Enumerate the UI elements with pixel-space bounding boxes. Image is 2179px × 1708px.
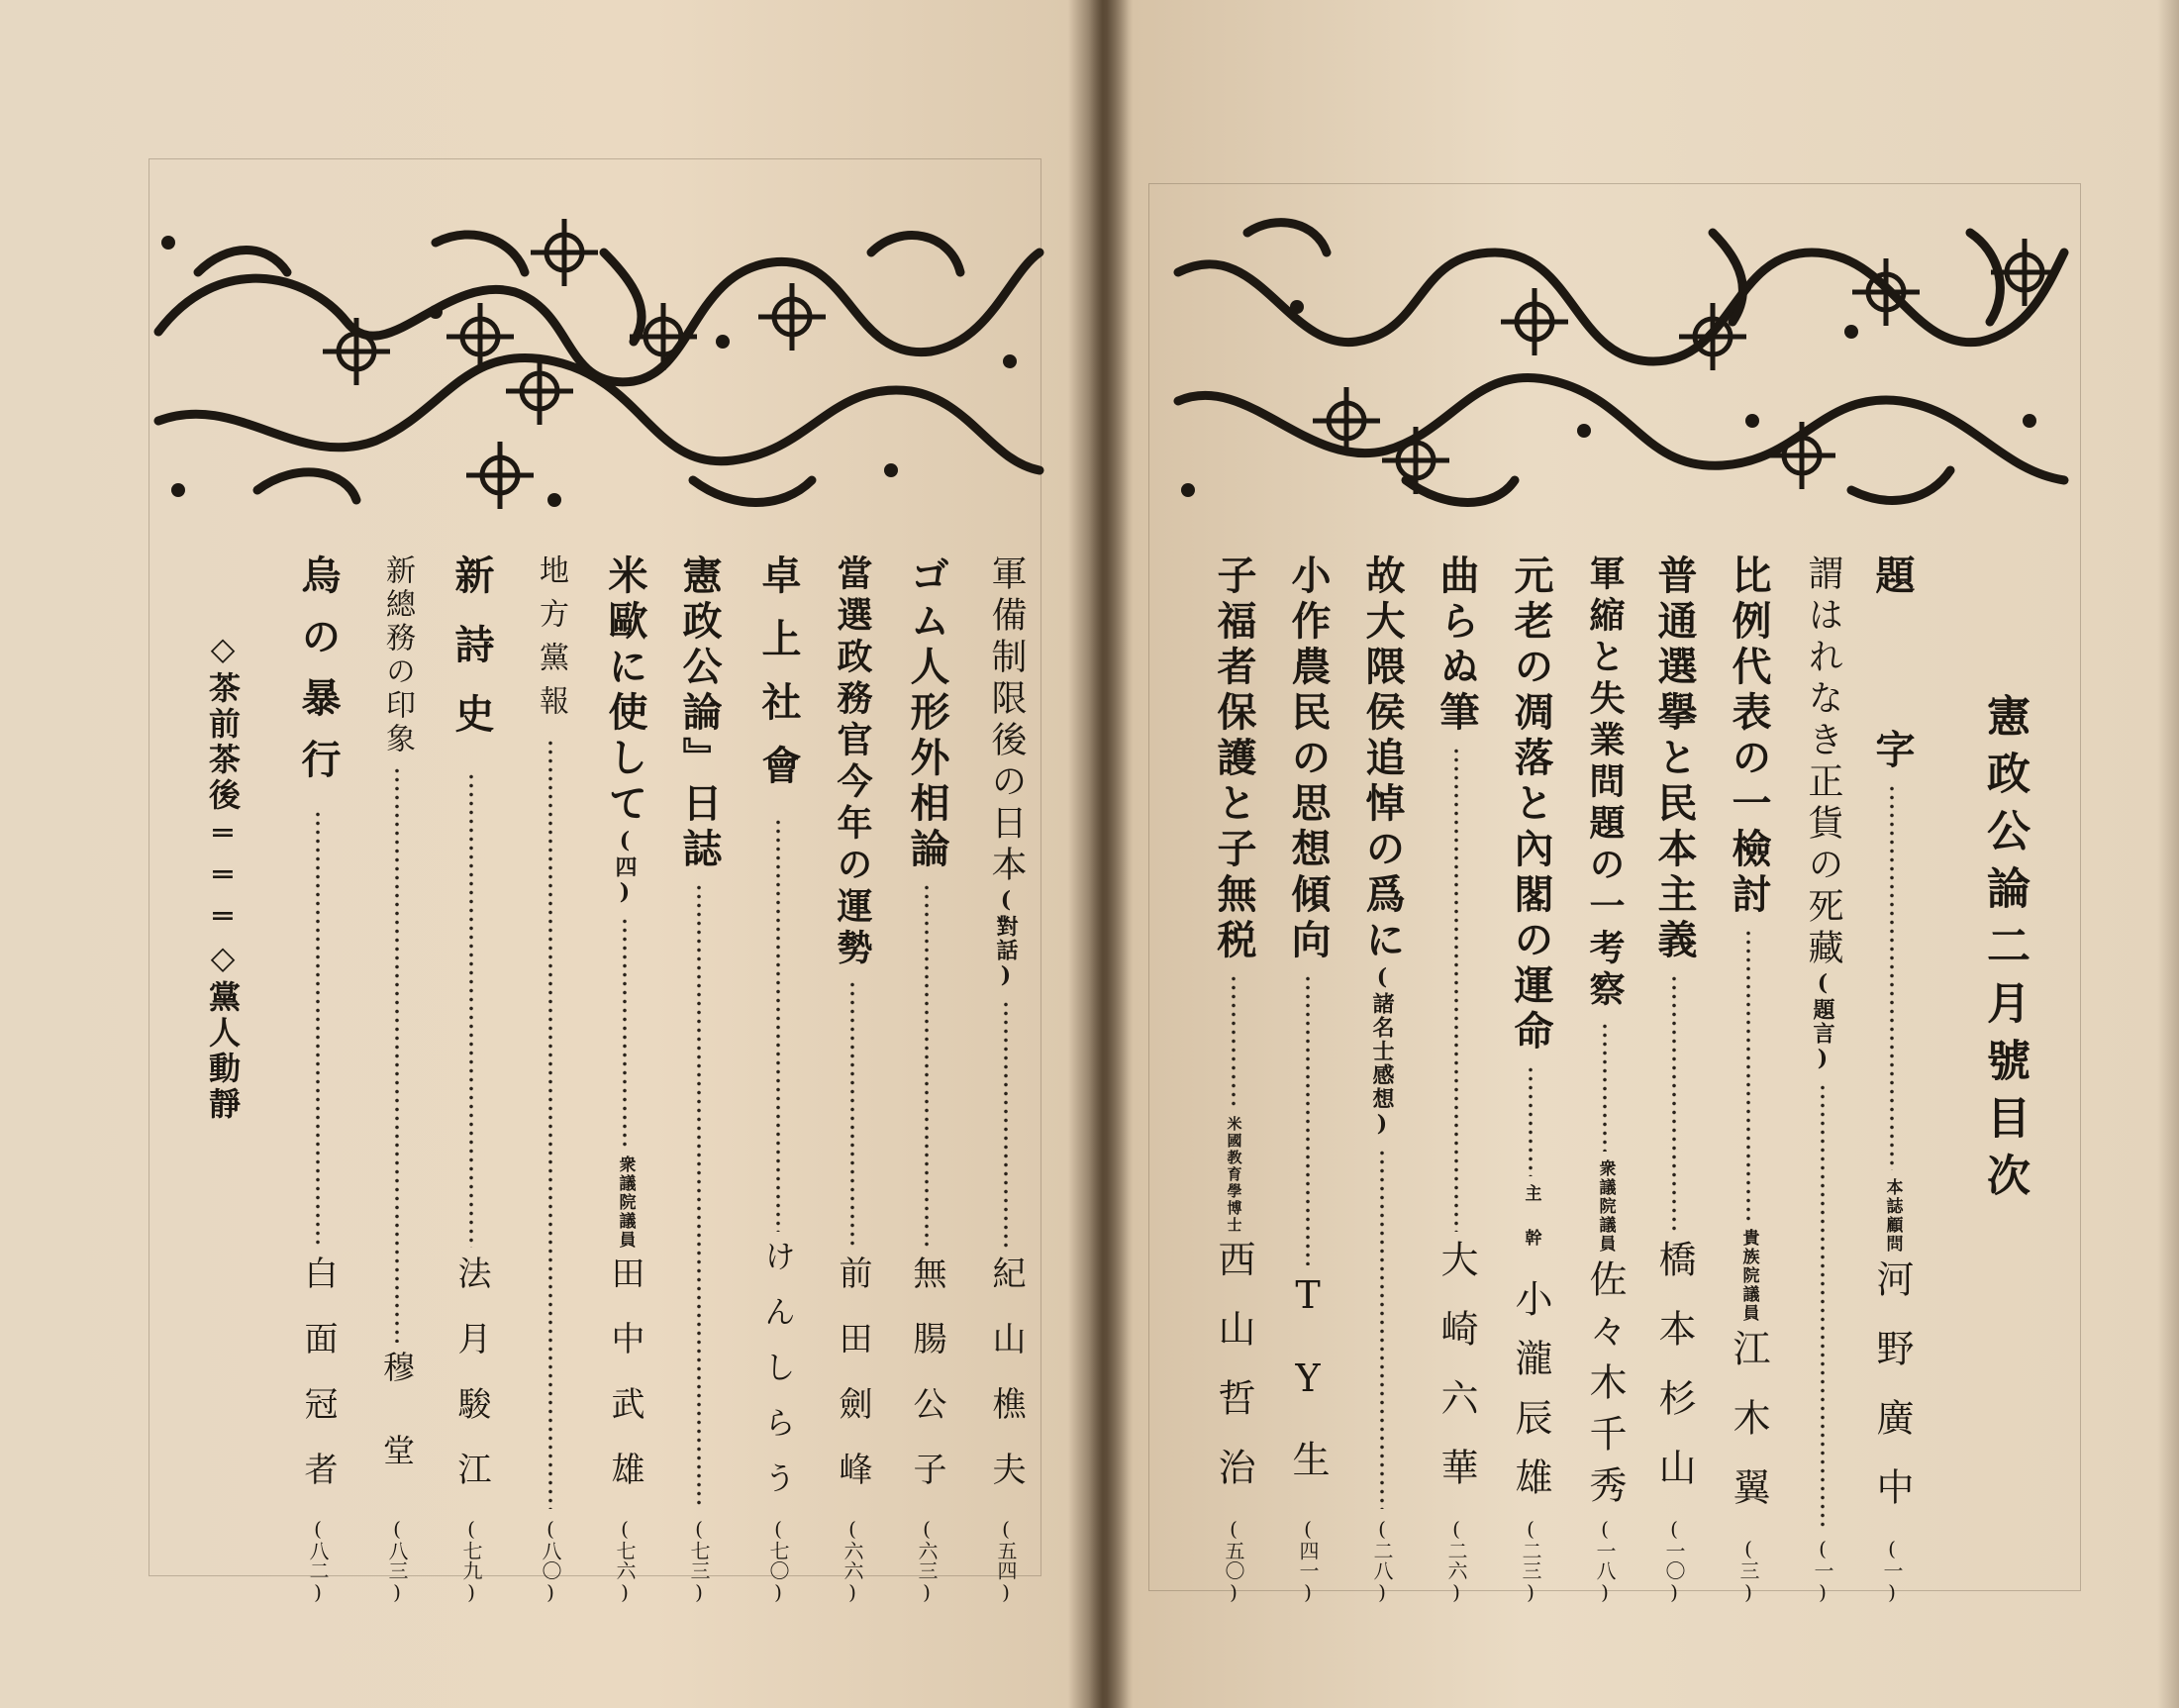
author-name: 穆堂 xyxy=(378,1351,416,1517)
leader-dots xyxy=(316,810,320,1248)
page-number: (一〇) xyxy=(1662,1517,1686,1604)
toc-entry[interactable] xyxy=(668,554,730,1604)
author-name: 佐々木千秀 xyxy=(1583,1259,1627,1517)
author-role: 衆議院議員 xyxy=(1595,1159,1616,1254)
entry-title: 子福者保護と子無税 xyxy=(1211,554,1257,964)
author-name: 田中武雄 xyxy=(605,1256,644,1517)
toc-entry[interactable] xyxy=(747,554,809,1604)
entry-title: 米歐に使して xyxy=(602,554,648,828)
author-role: 本誌顧問 xyxy=(1882,1178,1903,1254)
leader-dots xyxy=(469,772,473,1248)
toc-entry[interactable] xyxy=(1500,554,1561,1604)
leader-dots xyxy=(1746,929,1750,1221)
book-gutter xyxy=(1089,0,1129,1708)
page-number: (五〇) xyxy=(1222,1517,1245,1604)
entry-title: 小作農民の思想傾向 xyxy=(1285,554,1332,964)
toc-entry[interactable] xyxy=(1351,554,1413,1604)
entry-title: 謂はれなき正貨の死藏 xyxy=(1803,554,1843,970)
entry-title-part: 字 xyxy=(1869,729,1916,774)
author-name: 法月駿江 xyxy=(451,1256,491,1517)
author-name: 河野廣中 xyxy=(1870,1259,1914,1537)
page-number: (七〇) xyxy=(766,1517,790,1604)
author-name: 紀山樵夫 xyxy=(986,1256,1026,1517)
leader-dots xyxy=(1603,1022,1607,1152)
page-number: (二三) xyxy=(1519,1517,1542,1604)
leader-dots xyxy=(1306,974,1310,1265)
toc-entry[interactable] xyxy=(1792,554,1853,1604)
leader-dots xyxy=(1380,1149,1384,1509)
author-name: けんしらう xyxy=(759,1240,797,1517)
toc-entry[interactable] xyxy=(1643,554,1705,1604)
page-number: (七六) xyxy=(613,1517,637,1604)
author-role: 米國教育學博士 xyxy=(1225,1116,1243,1234)
page-number: (三) xyxy=(1736,1537,1760,1604)
toc-entry[interactable] xyxy=(1426,554,1487,1604)
entry-title: 憲政公論』日誌 xyxy=(676,554,723,873)
author-name: 白面冠者 xyxy=(298,1256,338,1517)
toc-entry[interactable] xyxy=(1718,554,1779,1604)
entry-subtitle: (對話) xyxy=(993,887,1019,990)
author-role: 衆議院議員 xyxy=(615,1155,636,1250)
author-role: 主幹 xyxy=(1521,1184,1541,1273)
author-name: 橋本杉山 xyxy=(1652,1240,1696,1517)
toc-title: 憲政公論二月號目次 xyxy=(1979,693,2030,1210)
author-name: 西山哲治 xyxy=(1212,1240,1255,1517)
page-number: (六三) xyxy=(915,1517,939,1604)
entry-title: 軍縮と失業問題の一考察 xyxy=(1584,554,1626,1012)
right-ornamental-header xyxy=(1158,213,2079,520)
entry-title: 普通選擧と民本主義 xyxy=(1651,554,1698,964)
page-number: (一) xyxy=(1880,1537,1904,1604)
entry-subtitle: (四) xyxy=(612,828,638,907)
leader-dots xyxy=(623,917,627,1148)
toc-entry[interactable] xyxy=(441,554,502,1604)
page-edge-shadow xyxy=(2157,0,2179,1708)
leader-dots xyxy=(1890,784,1894,1170)
entry-title: 烏の暴行 xyxy=(295,554,342,800)
leader-dots xyxy=(548,739,552,1509)
page-number: (二八) xyxy=(1370,1517,1394,1604)
leader-dots xyxy=(1454,747,1458,1232)
leader-dots xyxy=(1529,1065,1533,1176)
author-name: 大崎六華 xyxy=(1435,1240,1478,1517)
toc-entry[interactable] xyxy=(287,554,348,1604)
page-number: (七三) xyxy=(687,1517,711,1604)
toc-entry[interactable] xyxy=(896,554,957,1604)
leader-dots xyxy=(850,980,854,1248)
page-number: (七九) xyxy=(459,1517,483,1604)
entry-title: 比例代表の一檢討 xyxy=(1726,554,1772,919)
entry-title: 卓上社會 xyxy=(755,554,802,808)
entry-title: 當選政務官今年の運勢 xyxy=(832,554,873,970)
toc-entry[interactable] xyxy=(1861,554,1923,1604)
page-number: (八三) xyxy=(385,1517,409,1604)
author-name: 無腸公子 xyxy=(907,1256,946,1517)
toc-entry[interactable] xyxy=(594,554,655,1604)
page-number: (一) xyxy=(1811,1537,1834,1604)
leader-dots xyxy=(1232,974,1236,1108)
page-number: (五四) xyxy=(994,1517,1018,1604)
author-name: 江木翼 xyxy=(1727,1329,1770,1537)
toc-entry[interactable] xyxy=(366,554,428,1604)
toc-entry[interactable] xyxy=(1574,554,1635,1604)
leader-dots xyxy=(776,818,780,1232)
entry-title: 新詩史 xyxy=(448,554,495,762)
leader-dots xyxy=(395,766,399,1343)
entry-title: 故大隈侯追悼の爲に xyxy=(1359,554,1406,964)
author-name: TY生 xyxy=(1286,1273,1330,1517)
author-name: 前田劍峰 xyxy=(833,1256,872,1517)
page-number: (一八) xyxy=(1593,1517,1617,1604)
entry-subtitle: (諸名士感想) xyxy=(1369,964,1395,1139)
entry-title: 軍備制限後の日本 xyxy=(986,554,1027,887)
leader-dots xyxy=(925,883,929,1248)
page-number: (二六) xyxy=(1444,1517,1468,1604)
page-number: (四一) xyxy=(1296,1517,1320,1604)
page-number: (八〇) xyxy=(539,1517,562,1604)
left-ornamental-header xyxy=(139,213,1059,520)
entry-title: 元老の凋落と內閣の運命 xyxy=(1508,554,1554,1055)
toc-entry[interactable] xyxy=(975,554,1037,1604)
entry-title: 新總務の印象 xyxy=(380,554,415,756)
entry-title: 曲らぬ筆 xyxy=(1434,554,1480,737)
leader-dots xyxy=(1821,1083,1825,1529)
page-number: (八二) xyxy=(306,1517,330,1604)
page-number: (六六) xyxy=(841,1517,864,1604)
misc-sections-line[interactable]: ◇茶前茶後═══◇黨人動靜 xyxy=(204,630,242,1123)
toc-entry[interactable] xyxy=(1203,554,1264,1604)
entry-title: 題 xyxy=(1869,554,1916,600)
toc-entry[interactable] xyxy=(1277,554,1338,1604)
entry-title: ゴム人形外相論 xyxy=(904,554,950,873)
leader-dots xyxy=(1672,974,1676,1232)
toc-entry[interactable] xyxy=(822,554,883,1604)
leader-dots xyxy=(1004,1000,1008,1248)
toc-entry[interactable] xyxy=(520,554,581,1604)
leader-dots xyxy=(697,883,701,1509)
author-role: 貴族院議員 xyxy=(1738,1229,1759,1323)
entry-subtitle: (題言) xyxy=(1810,970,1835,1073)
author-name: 小瀧辰雄 xyxy=(1509,1279,1552,1517)
entry-title: 地方黨報 xyxy=(534,554,568,729)
